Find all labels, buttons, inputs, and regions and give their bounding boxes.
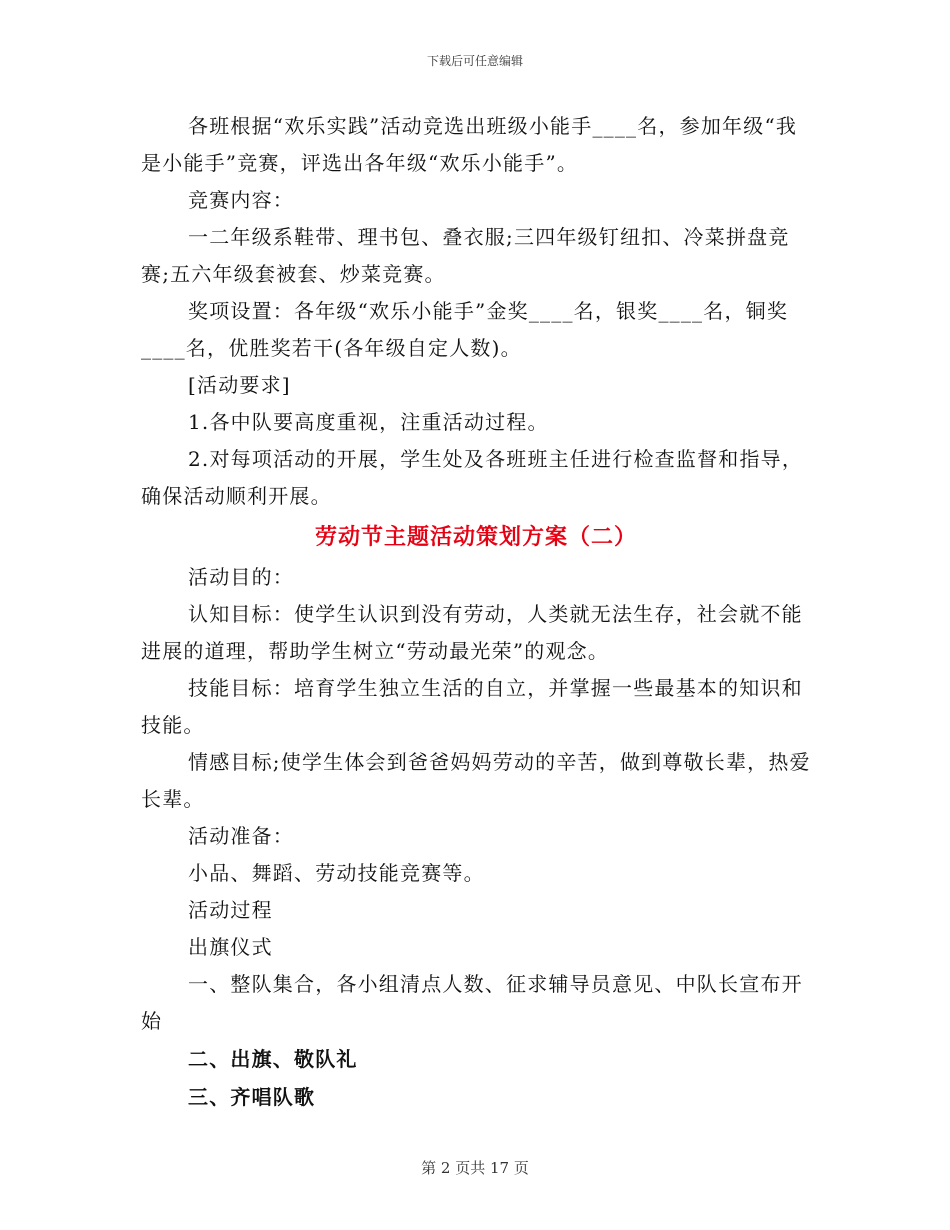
- paragraph-goals-heading: 活动目的：: [188, 565, 294, 589]
- paragraph-contest-content: 一二年级系鞋带、理书包、叠衣服;三四年级钉纽扣、冷菜拼盘竞赛;五六年级套被套、炒菜竞赛。: [141, 225, 790, 286]
- paragraph-contest-heading: 竞赛内容：: [188, 188, 294, 212]
- paragraph-preparation-heading: 活动准备：: [188, 824, 294, 848]
- paragraph-requirement-1: 1.各中队要高度重视，注重活动过程。: [188, 410, 549, 434]
- section-title: 劳动节主题活动策划方案（二）: [314, 524, 637, 550]
- paragraph-step-2: 二、出旗、敬队礼: [188, 1047, 358, 1071]
- paragraph-step-3: 三、齐唱队歌: [188, 1085, 316, 1109]
- paragraph-requirements-heading: [活动要求]: [188, 373, 291, 397]
- paragraph-process-heading: 活动过程: [188, 898, 273, 922]
- paragraph-selection: 各班根据“欢乐实践”活动竞选出班级小能手____名，参加年级“我是小能手”竞赛，评选出各年级“欢乐小能手”。: [141, 114, 798, 175]
- document-body: [141, 108, 811, 1116]
- paragraph-preparation-content: 小品、舞蹈、劳动技能竞赛等。: [188, 861, 485, 885]
- paragraph-awards: 奖项设置：各年级“欢乐小能手”金奖____名，银奖____名，铜奖____名，优胜奖若干(各年级自定人数)。: [141, 299, 789, 360]
- paragraph-step-1: 一、整队集合，各小组清点人数、征求辅导员意见、中队长宣布开始: [141, 972, 803, 1033]
- paragraph-emotional-goal: 情感目标;使学生体会到爸爸妈妈劳动的辛苦，做到尊敬长辈，热爱长辈。: [141, 750, 811, 811]
- paragraph-skill-goal: 技能目标：培育学生独立生活的自立，并掌握一些最基本的知识和技能。: [141, 676, 803, 737]
- page-footer: 第 2 页共 17 页: [421, 1159, 529, 1177]
- paragraph-cognitive-goal: 认知目标：使学生认识到没有劳动，人类就无法生存，社会就不能进展的道理，帮助学生树立“劳动最光荣”的观念。: [141, 602, 803, 663]
- paragraph-flag-ceremony: 出旗仪式: [188, 935, 273, 959]
- paragraph-requirement-2: 2.对每项活动的开展，学生处及各班班主任进行检查监督和指导，确保活动顺利开展。: [141, 447, 804, 508]
- page-header: 下载后可任意编辑: [426, 54, 523, 68]
